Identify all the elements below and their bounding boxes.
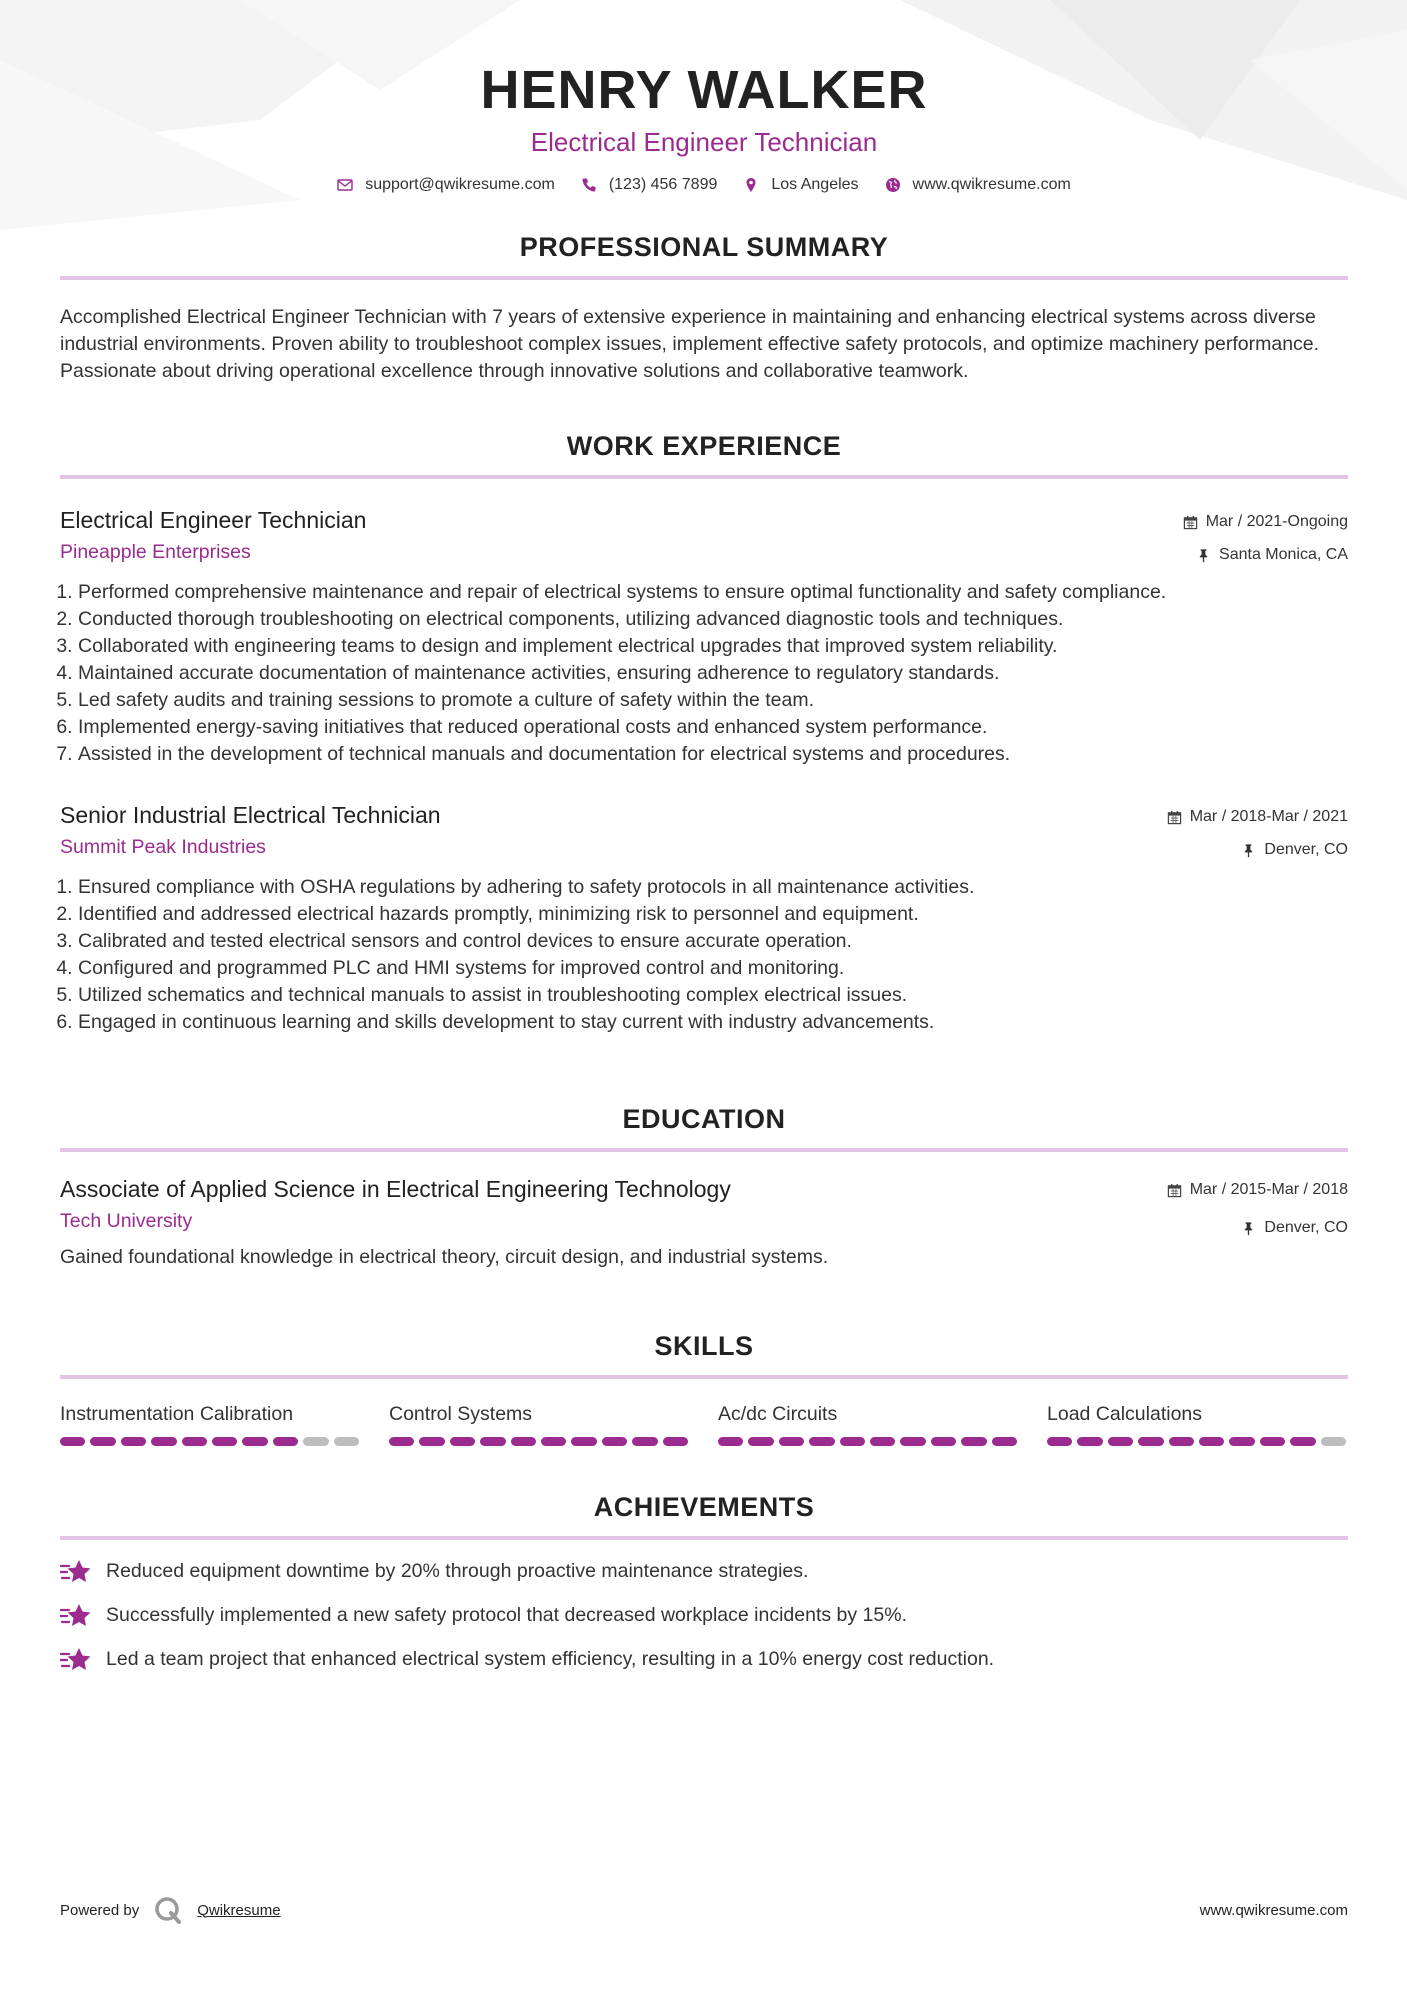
skill-name: Ac/dc Circuits: [718, 1403, 838, 1425]
skill-dot-filled: [1108, 1437, 1133, 1446]
candidate-role: Electrical Engineer Technician: [530, 127, 878, 157]
email-text: support@qwikresume.com: [365, 176, 555, 193]
list-item: [60, 1602, 1348, 1629]
job-dates: Mar / 2018-Mar / 2021: [1189, 808, 1348, 825]
skill-dot-filled: [1077, 1437, 1102, 1446]
skill-dot-filled: [1229, 1437, 1254, 1446]
contact-location: [743, 176, 858, 194]
skill-dot-filled: [961, 1437, 986, 1446]
list-item: 5. Utilized schematics and technical manuals to assist in troubleshooting complex electrical issues.: [78, 982, 1348, 1009]
education-entry: [60, 1174, 1348, 1271]
skill-dot-filled: [121, 1437, 146, 1446]
footer-website[interactable]: www.qwikresume.com: [1199, 1901, 1348, 1919]
job-duties: [60, 874, 1348, 1036]
star-icon: [60, 1646, 92, 1674]
map-pin-icon: [743, 177, 759, 193]
skill-dot-filled: [571, 1437, 596, 1446]
list-item: 2. Conducted thorough troubleshooting on electrical components, utilizing advanced diagnostic tools and techniques.: [78, 606, 1348, 633]
pushpin-icon: [1241, 843, 1256, 858]
experience-section: [60, 429, 1348, 1036]
skill-dot-filled: [1199, 1437, 1224, 1446]
brand-link[interactable]: Qwikresume: [197, 1901, 281, 1919]
skills-grid: [60, 1401, 1348, 1446]
list-item: 6. Implemented energy-saving initiatives that reduced operational costs and enhanced system performance.: [78, 714, 1348, 741]
list-item: 6. Engaged in continuous learning and skills development to stay current with industry advancements.: [78, 1009, 1348, 1036]
contact-website[interactable]: [885, 176, 1071, 194]
skill-name: Load Calculations: [1047, 1403, 1203, 1425]
job-duties: [60, 579, 1348, 768]
skill-rating: [389, 1437, 688, 1446]
section-divider: [60, 276, 1348, 280]
skill-dot-filled: [931, 1437, 956, 1446]
skill-item: [1047, 1401, 1346, 1446]
achievements-section: [60, 1490, 1348, 1673]
list-item: 7. Assisted in the development of technical manuals and documentation for electrical systems and procedures.: [78, 741, 1348, 768]
skill-dot-filled: [840, 1437, 865, 1446]
education-location: Denver, CO: [1264, 1219, 1348, 1236]
globe-icon: [885, 177, 901, 193]
envelope-icon: [337, 177, 353, 193]
skill-name: Instrumentation Calibration: [60, 1403, 294, 1425]
section-title-experience: WORK EXPERIENCE: [566, 431, 842, 461]
achievement-text: Reduced equipment downtime by 20% through proactive maintenance strategies.: [106, 1560, 809, 1582]
summary-section: [60, 230, 1348, 385]
skill-dot-filled: [90, 1437, 115, 1446]
section-divider: [60, 1536, 1348, 1540]
skill-dot-filled: [511, 1437, 536, 1446]
list-item: 3. Collaborated with engineering teams to design and implement electrical upgrades that improved system reliability.: [78, 633, 1348, 660]
pushpin-icon: [1241, 1221, 1256, 1236]
skill-dot-empty: [334, 1437, 359, 1446]
contact-phone[interactable]: [581, 176, 718, 194]
skill-dot-filled: [1260, 1437, 1285, 1446]
skill-dot-filled: [663, 1437, 688, 1446]
skill-rating: [718, 1437, 1017, 1446]
skill-dot-filled: [1047, 1437, 1072, 1446]
education-section: [60, 1102, 1348, 1271]
contact-email[interactable]: [337, 176, 555, 194]
job-location: Santa Monica, CA: [1219, 546, 1348, 563]
skill-dot-filled: [718, 1437, 743, 1446]
skill-item: [718, 1401, 1017, 1446]
skill-dot-filled: [779, 1437, 804, 1446]
skill-dot-filled: [602, 1437, 627, 1446]
skill-dot-filled: [480, 1437, 505, 1446]
skill-dot-filled: [60, 1437, 85, 1446]
job-company: Summit Peak Industries: [60, 836, 266, 858]
list-item: 1. Ensured compliance with OSHA regulations by adhering to safety protocols in all maintenance activities.: [78, 874, 1348, 901]
skill-dot-filled: [809, 1437, 834, 1446]
list-item: 4. Configured and programmed PLC and HMI systems for improved control and monitoring.: [78, 955, 1348, 982]
job-entry: [60, 800, 1348, 1036]
skill-dot-filled: [151, 1437, 176, 1446]
skill-dot-empty: [1321, 1437, 1346, 1446]
skill-item: [60, 1401, 359, 1446]
job-title: Senior Industrial Electrical Technician: [60, 802, 441, 828]
section-divider: [60, 1375, 1348, 1379]
skill-dot-filled: [541, 1437, 566, 1446]
skill-dot-filled: [870, 1437, 895, 1446]
star-icon: [60, 1602, 92, 1630]
skill-dot-filled: [450, 1437, 475, 1446]
phone-icon: [581, 177, 597, 193]
list-item: 1. Performed comprehensive maintenance and repair of electrical systems to ensure optimal functionality and safety compliance.: [78, 579, 1348, 606]
section-divider: [60, 475, 1348, 479]
skill-rating: [60, 1437, 359, 1446]
page-footer: [60, 1896, 1348, 1924]
achievement-text: Successfully implemented a new safety protocol that decreased workplace incidents by 15%.: [106, 1604, 908, 1626]
location-text: Los Angeles: [771, 176, 859, 193]
skills-section: [60, 1329, 1348, 1446]
skill-dot-filled: [419, 1437, 444, 1446]
education-description: Gained foundational knowledge in electrical theory, circuit design, and industrial systems.: [60, 1246, 829, 1268]
list-item: 2. Identified and addressed electrical hazards promptly, minimizing risk to personnel and equipment.: [78, 901, 1348, 928]
skill-dot-filled: [748, 1437, 773, 1446]
section-title-skills: SKILLS: [654, 1331, 754, 1361]
achievement-text: Led a team project that enhanced electrical system efficiency, resulting in a 10% energy cost reduction.: [106, 1648, 995, 1670]
powered-by: [60, 1896, 281, 1924]
star-icon: [60, 1558, 92, 1586]
calendar-icon: [1167, 810, 1182, 825]
powered-by-label: Powered by: [60, 1901, 140, 1919]
skill-dot-filled: [182, 1437, 207, 1446]
job-title: Electrical Engineer Technician: [60, 507, 367, 533]
skill-dot-empty: [303, 1437, 328, 1446]
school-name: Tech University: [60, 1210, 193, 1232]
education-dates: Mar / 2015-Mar / 2018: [1189, 1181, 1348, 1198]
list-item: [60, 1646, 1348, 1673]
skill-dot-filled: [900, 1437, 925, 1446]
skill-dot-filled: [242, 1437, 267, 1446]
skill-dot-filled: [1290, 1437, 1315, 1446]
skill-dot-filled: [1138, 1437, 1163, 1446]
skill-dot-filled: [992, 1437, 1017, 1446]
skill-dot-filled: [212, 1437, 237, 1446]
calendar-icon: [1167, 1183, 1182, 1198]
achievements-list: [60, 1558, 1348, 1673]
skill-dot-filled: [1169, 1437, 1194, 1446]
section-divider: [60, 1148, 1348, 1152]
calendar-icon: [1183, 515, 1198, 530]
section-title-education: EDUCATION: [622, 1104, 786, 1134]
list-item: 3. Calibrated and tested electrical sensors and control devices to ensure accurate operation.: [78, 928, 1348, 955]
section-title-summary: PROFESSIONAL SUMMARY: [519, 232, 889, 262]
job-dates: Mar / 2021-Ongoing: [1205, 513, 1348, 530]
resume-page: [60, 0, 1348, 1673]
job-company: Pineapple Enterprises: [60, 541, 251, 563]
section-title-achievements: ACHIEVEMENTS: [593, 1492, 815, 1522]
job-location: Denver, CO: [1264, 841, 1348, 858]
website-text: www.qwikresume.com: [912, 176, 1071, 193]
list-item: [60, 1558, 1348, 1585]
list-item: 4. Maintained accurate documentation of maintenance activities, ensuring adherence to regulatory standards.: [78, 660, 1348, 687]
skill-dot-filled: [273, 1437, 298, 1446]
skill-item: [389, 1401, 688, 1446]
skill-dot-filled: [632, 1437, 657, 1446]
contact-bar: [60, 176, 1348, 194]
pushpin-icon: [1196, 548, 1211, 563]
skill-dot-filled: [389, 1437, 414, 1446]
resume-header: [60, 0, 1348, 194]
summary-text: Accomplished Electrical Engineer Technician with 7 years of extensive experience in maintaining and enhancing electrical systems across diverse industrial environments. Proven ability to troubleshoot complex issues, implement effective safety protocols, and optimize machinery performance. Passionate about driving operational excellence through innovative solutions and collaborative teamwork.: [60, 306, 1320, 382]
list-item: 5. Led safety audits and training sessions to promote a culture of safety within the team.: [78, 687, 1348, 714]
degree-title: Associate of Applied Science in Electrical Engineering Technology: [60, 1176, 731, 1202]
job-entry: [60, 505, 1348, 768]
skill-rating: [1047, 1437, 1346, 1446]
qwikresume-logo-icon: [153, 1896, 183, 1924]
candidate-name: HENRY WALKER: [480, 60, 928, 120]
skill-name: Control Systems: [389, 1403, 533, 1425]
phone-text: (123) 456 7899: [608, 176, 718, 193]
